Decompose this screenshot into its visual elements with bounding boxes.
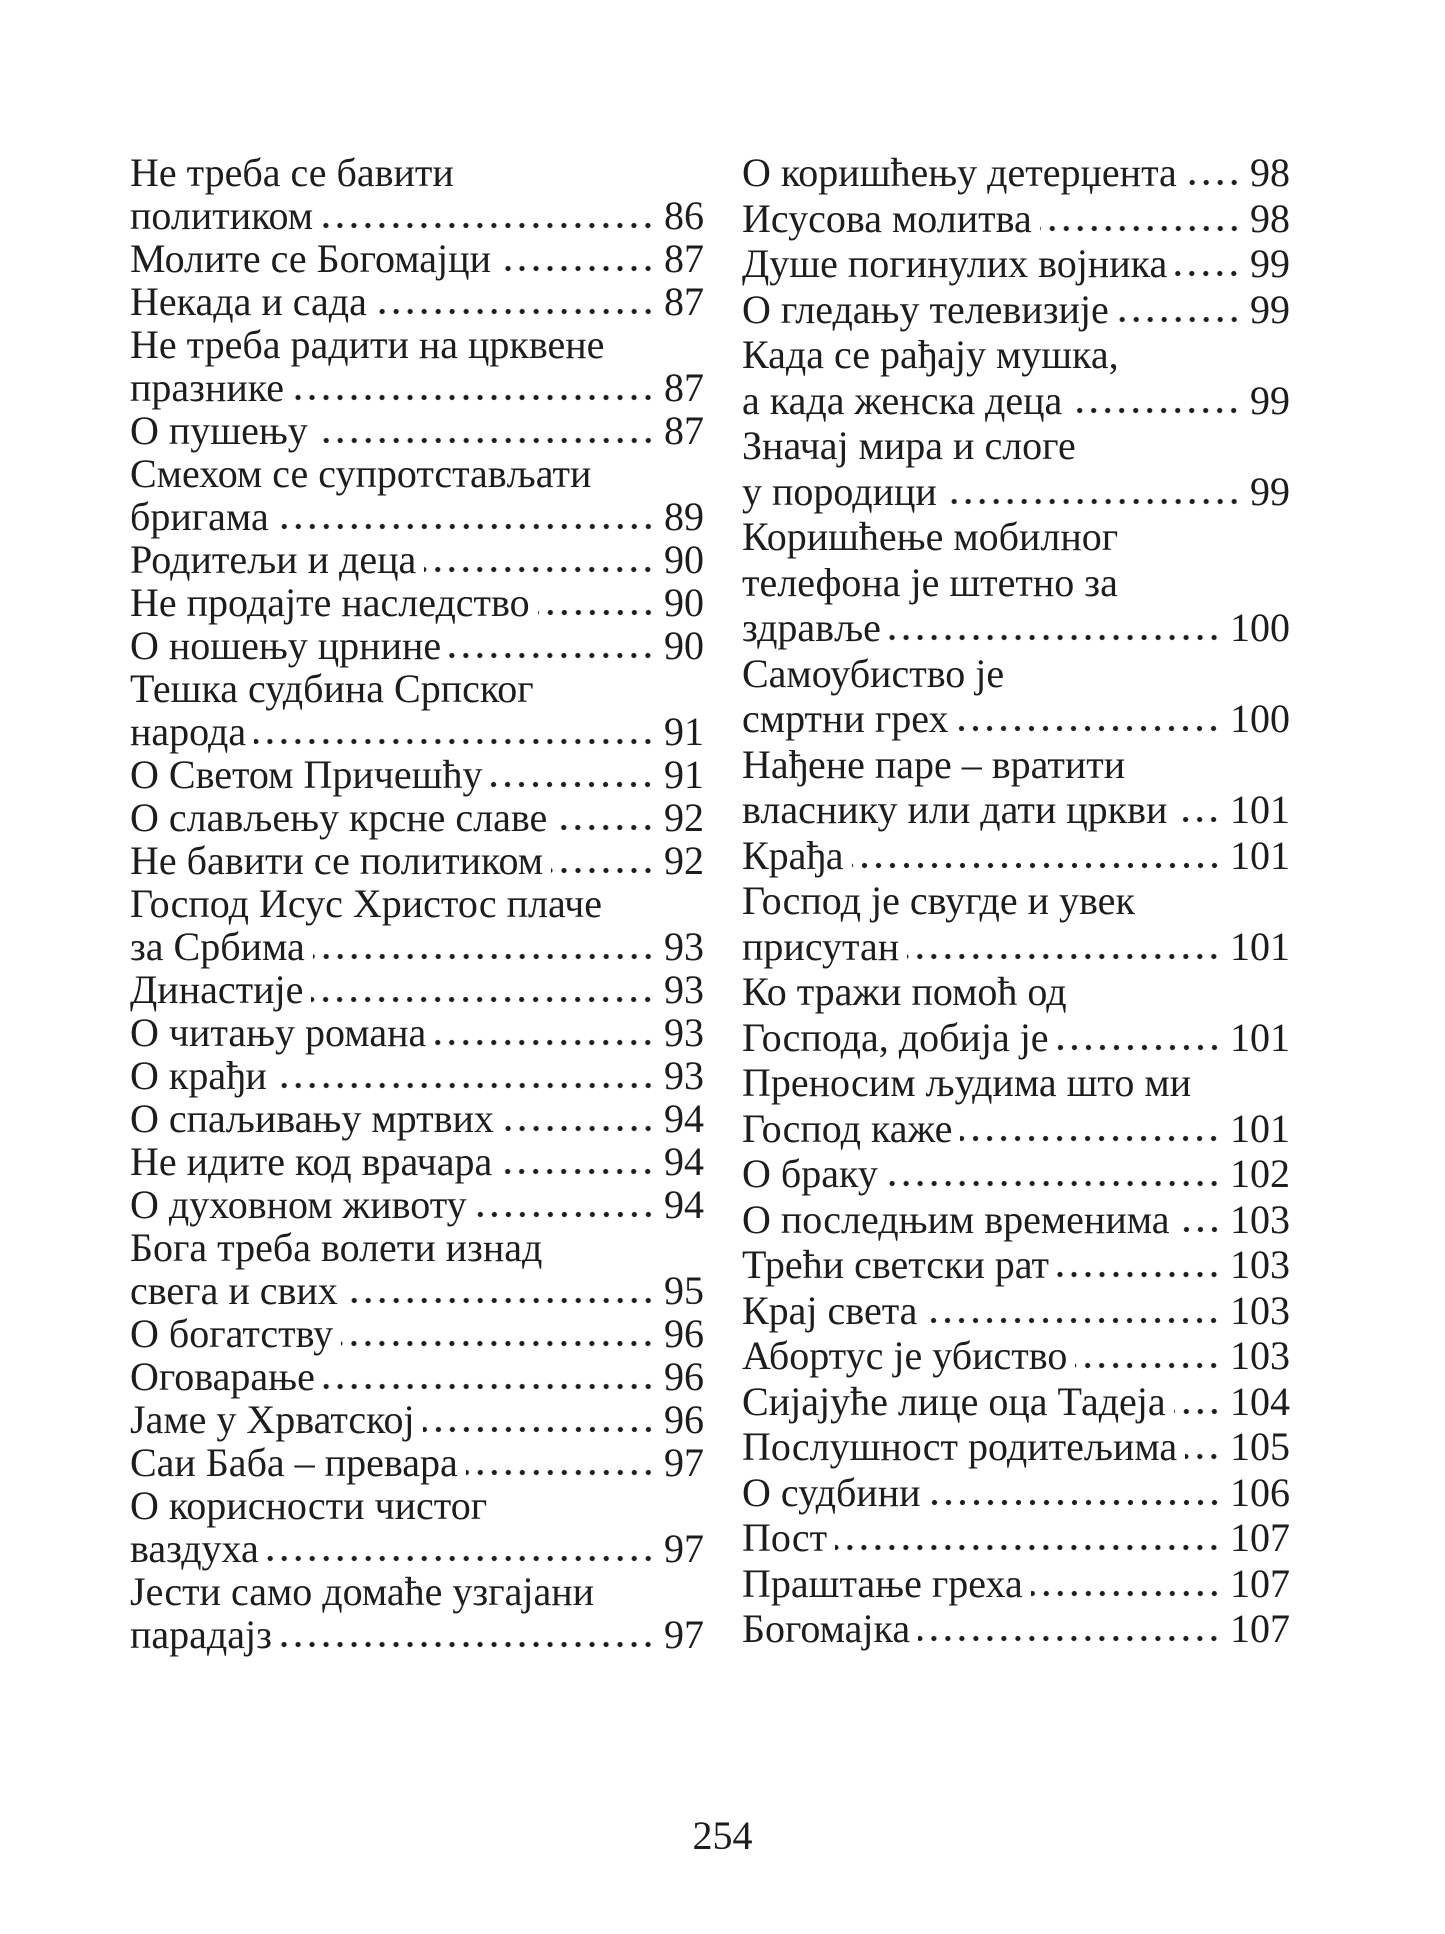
toc-entry-text: парадајз <box>130 1612 272 1657</box>
toc-entry-text: Крај света <box>742 1287 918 1333</box>
toc-entry-text: Саи Баба – превара <box>130 1440 458 1485</box>
dot-leader <box>925 1317 1221 1324</box>
toc-entry <box>742 741 1290 832</box>
page-ref: 102 <box>1230 1151 1290 1196</box>
toc-line <box>742 1014 1290 1060</box>
toc-entry-text: Трећи светски рат <box>742 1242 1049 1287</box>
page-ref: 97 <box>664 1440 704 1485</box>
toc-entry-text: Душе погинулих војника <box>742 241 1168 286</box>
toc-entry <box>130 278 704 324</box>
toc-entry-text: Господа, добија је <box>742 1014 1049 1060</box>
dot-leader <box>490 781 655 788</box>
toc-entry-text: Исусова молитва <box>742 195 1032 241</box>
dot-leader <box>1040 225 1241 232</box>
toc-entry <box>130 1310 704 1356</box>
toc-entry-text: О гледању телевизије <box>742 286 1109 332</box>
toc-column-right <box>742 149 1290 1651</box>
toc-column-left <box>130 149 704 1657</box>
page-ref: 101 <box>1230 1105 1290 1151</box>
page-ref: 97 <box>664 1612 704 1657</box>
page-ref: 107 <box>1230 1515 1290 1560</box>
page-ref: 101 <box>1230 832 1290 878</box>
toc-entry-text: О ношењу црнине <box>130 623 442 668</box>
dot-leader <box>1175 816 1221 823</box>
toc-entry <box>130 1396 704 1442</box>
dot-leader <box>254 738 655 745</box>
dot-leader <box>1117 316 1241 323</box>
toc-entry-text: Тешка судбина Српског <box>130 666 534 711</box>
toc-entry-text: О последњим временима <box>742 1196 1170 1242</box>
dot-leader <box>502 1125 655 1132</box>
page-ref: 99 <box>1250 286 1290 332</box>
toc-entry <box>130 1138 704 1184</box>
toc-line <box>130 880 704 926</box>
page-ref: 90 <box>664 537 704 582</box>
toc-line <box>742 1514 1290 1560</box>
page-number: 254 <box>692 1813 753 1858</box>
toc-entry-text: О богатству <box>130 1311 334 1356</box>
toc-entry-text: политиком <box>130 193 314 238</box>
dot-leader <box>275 1082 655 1089</box>
toc-entry <box>130 1353 704 1399</box>
toc-line <box>742 1378 1290 1424</box>
dot-leader <box>1185 1453 1221 1460</box>
toc-entry <box>742 286 1290 332</box>
toc-line <box>742 468 1290 514</box>
toc-entry <box>742 832 1290 878</box>
toc-entry <box>742 1150 1290 1196</box>
toc-line <box>742 149 1290 195</box>
toc-line <box>130 536 704 582</box>
dot-leader <box>1057 1271 1221 1278</box>
toc-line <box>742 240 1290 286</box>
page-ref: 89 <box>664 494 704 539</box>
dot-leader <box>500 1168 655 1175</box>
toc-entry <box>742 877 1290 968</box>
dot-leader <box>1185 179 1241 186</box>
toc-entry-text: Родитељи и деца <box>130 537 417 582</box>
toc-entry <box>130 407 704 453</box>
toc-line <box>130 1396 704 1442</box>
toc-line <box>130 1052 704 1098</box>
toc-line <box>742 377 1290 423</box>
dot-leader <box>1070 407 1241 414</box>
toc-entry-text: Ко тражи помоћ од <box>742 969 1067 1014</box>
toc-line <box>742 1560 1290 1606</box>
toc-entry <box>742 1241 1290 1287</box>
dot-leader <box>292 394 655 401</box>
toc-line <box>742 1059 1290 1105</box>
toc-entry-text: Не бавити се политиком <box>130 838 544 883</box>
toc-line <box>130 1267 704 1313</box>
toc-entry <box>130 966 704 1012</box>
dot-leader <box>1175 270 1241 277</box>
toc-entry <box>742 513 1290 650</box>
toc-entry <box>130 1181 704 1227</box>
page-ref: 103 <box>1230 1287 1290 1333</box>
page-ref: 96 <box>664 1354 704 1399</box>
dot-leader <box>960 1135 1221 1142</box>
toc-entry <box>130 1095 704 1141</box>
toc-entry-text: Бога треба волети изнад <box>130 1225 543 1270</box>
toc-line <box>742 923 1290 969</box>
toc-line <box>130 1611 704 1657</box>
page-ref: 100 <box>1230 605 1290 650</box>
toc-line <box>742 331 1290 377</box>
toc-line <box>742 786 1290 832</box>
page-ref: 93 <box>664 1010 704 1055</box>
page-ref: 87 <box>664 236 704 281</box>
toc-entry <box>742 968 1290 1059</box>
page-ref: 104 <box>1230 1378 1290 1424</box>
page-ref: 86 <box>664 193 704 238</box>
toc-line <box>742 286 1290 332</box>
toc-entry <box>742 1196 1290 1242</box>
dot-leader <box>375 308 655 315</box>
toc-entry <box>742 149 1290 195</box>
toc-line <box>130 364 704 410</box>
toc-line <box>130 923 704 969</box>
page-ref: 97 <box>664 1526 704 1571</box>
page-ref: 95 <box>664 1268 704 1313</box>
dot-leader <box>852 862 1221 869</box>
page-ref: 96 <box>664 1397 704 1442</box>
toc-line <box>742 1196 1290 1242</box>
toc-line <box>130 192 704 238</box>
toc-entry <box>742 650 1290 741</box>
toc-entry-text: Самоубиство је <box>742 650 1005 696</box>
dot-leader <box>311 996 655 1003</box>
toc-entry <box>742 422 1290 513</box>
page-ref: 90 <box>664 580 704 625</box>
toc-line <box>130 1310 704 1356</box>
toc-line <box>130 407 704 453</box>
toc-entry-text: Не продајте наследство <box>130 580 530 625</box>
toc-line <box>742 1332 1290 1378</box>
dot-leader <box>835 1544 1221 1551</box>
toc-entry-text: Послушност родитељима <box>742 1424 1178 1469</box>
dot-leader <box>1075 1362 1221 1369</box>
page-ref: 101 <box>1230 787 1290 832</box>
toc-entry-text: Преносим људима што ми <box>742 1060 1192 1105</box>
page-ref: 103 <box>1230 1242 1290 1287</box>
toc-line <box>742 559 1290 605</box>
toc-entry-text: власнику или дати цркви <box>742 787 1168 832</box>
page-ref: 94 <box>664 1182 704 1227</box>
dot-leader <box>321 222 655 229</box>
dot-leader <box>945 498 1241 505</box>
page-ref: 91 <box>664 709 704 754</box>
toc-line <box>130 1009 704 1055</box>
dot-leader <box>423 1426 655 1433</box>
toc-entry <box>742 331 1290 422</box>
page-ref: 92 <box>664 795 704 840</box>
toc-entry <box>130 1482 704 1571</box>
page-ref: 93 <box>664 924 704 969</box>
toc-line <box>742 650 1290 696</box>
toc-line <box>742 1150 1290 1196</box>
toc-line <box>130 149 704 195</box>
dot-leader <box>277 523 655 530</box>
toc-entry-text: Коришћење мобилног <box>742 514 1119 559</box>
page-ref: 101 <box>1230 923 1290 969</box>
toc-line <box>130 278 704 324</box>
toc-entry-text: Некада и сада <box>130 279 367 324</box>
toc-entry-text: О духовном животу <box>130 1182 467 1227</box>
page-ref: 93 <box>664 967 704 1012</box>
toc-entry <box>742 1287 1290 1333</box>
toc-entry <box>130 622 704 668</box>
dot-leader <box>1031 1590 1221 1597</box>
toc-entry-text: телефона је штетно за <box>742 559 1118 605</box>
toc-entry <box>130 149 704 238</box>
page-ref: 94 <box>664 1139 704 1184</box>
toc-line <box>130 1439 704 1485</box>
toc-entry-text: смртни грех <box>742 696 949 741</box>
page-ref: 99 <box>1250 241 1290 286</box>
toc-line <box>130 708 704 754</box>
toc-entry-text: здравље <box>742 605 881 650</box>
dot-leader <box>323 1383 655 1390</box>
toc-entry <box>130 880 704 969</box>
dot-leader <box>313 953 655 960</box>
page-ref: 98 <box>1250 150 1290 195</box>
toc-entry-text: О Светом Причешћу <box>130 752 483 797</box>
toc-entry-text: Абортус је убиство <box>742 1333 1068 1378</box>
toc-line <box>130 966 704 1012</box>
toc-entry-text: присутан <box>742 923 900 969</box>
dot-leader <box>499 265 655 272</box>
toc-entry <box>742 1605 1290 1651</box>
toc-line <box>130 837 704 883</box>
toc-line <box>130 1525 704 1571</box>
toc-entry-text: О пушењу <box>130 408 308 453</box>
toc-entry-text: О коришћењу детерџента <box>742 150 1177 195</box>
toc-entry-text: Праштање греха <box>742 1560 1023 1606</box>
toc-entry <box>130 1568 704 1657</box>
toc-entry-text: О спаљивању мртвих <box>130 1096 494 1141</box>
toc-line <box>742 604 1290 650</box>
toc-entry <box>742 240 1290 286</box>
toc-line <box>130 321 704 367</box>
toc-entry-text: Династије <box>130 967 304 1012</box>
toc-entry-text: Пост <box>742 1515 828 1560</box>
toc-line <box>742 695 1290 741</box>
toc-line <box>742 513 1290 559</box>
toc-entry-text: Смехом се супротстављати <box>130 451 592 496</box>
toc-line <box>130 1224 704 1270</box>
toc-entry-text: народа <box>130 709 247 754</box>
dot-leader <box>555 824 655 831</box>
dot-leader <box>918 1635 1221 1642</box>
toc-entry <box>130 579 704 625</box>
dot-leader <box>1178 1226 1221 1233</box>
toc-entry-text: Молите се Богомајци <box>130 236 491 281</box>
toc-entry <box>130 536 704 582</box>
dot-leader <box>889 634 1221 641</box>
page-ref: 90 <box>664 623 704 668</box>
toc-entry <box>130 751 704 797</box>
toc-line <box>130 493 704 539</box>
toc-line <box>130 1568 704 1614</box>
dot-leader <box>1057 1044 1221 1051</box>
page-ref: 87 <box>664 279 704 324</box>
toc-entry-text: Нађене паре – вратити <box>742 741 1126 787</box>
toc-entry-text: О браку <box>742 1151 878 1196</box>
toc-line <box>742 741 1290 787</box>
toc-entry-text: О корисности чистог <box>130 1483 488 1528</box>
toc-line <box>742 1105 1290 1151</box>
toc-entry-text: свега и свих <box>130 1268 338 1313</box>
toc-line <box>130 622 704 668</box>
toc-entry-text: Сијајуће лице оца Тадеја <box>742 1378 1166 1424</box>
page-ref: 103 <box>1230 1333 1290 1378</box>
dot-leader <box>341 1340 655 1347</box>
dot-leader <box>475 1211 655 1218</box>
toc-entry-text: у породици <box>742 468 937 514</box>
toc-entry-text: бригама <box>130 494 269 539</box>
toc-line <box>130 665 704 711</box>
toc-entry <box>742 1469 1290 1515</box>
toc-line <box>130 1353 704 1399</box>
toc-entry-text: О крађи <box>130 1053 267 1098</box>
dot-leader <box>466 1469 655 1476</box>
toc-entry <box>130 794 704 840</box>
toc-line <box>130 794 704 840</box>
toc-line <box>742 877 1290 923</box>
toc-entry <box>130 665 704 754</box>
page-ref: 96 <box>664 1311 704 1356</box>
toc-entry-text: а када женска деца <box>742 377 1063 423</box>
toc-entry-text: О слављењу крсне славе <box>130 795 548 840</box>
toc-entry <box>742 1514 1290 1560</box>
page-ref: 94 <box>664 1096 704 1141</box>
page-ref: 99 <box>1250 468 1290 514</box>
page-ref: 92 <box>664 838 704 883</box>
page-ref: 98 <box>1250 195 1290 241</box>
dot-leader <box>346 1297 655 1304</box>
toc-entry <box>130 450 704 539</box>
dot-leader <box>449 652 655 659</box>
toc-entry-text: Јести само домаће узгајани <box>130 1569 595 1614</box>
toc-entry <box>742 1423 1290 1469</box>
toc-line <box>130 1138 704 1184</box>
toc-line <box>742 1423 1290 1469</box>
toc-line <box>742 195 1290 241</box>
toc-line <box>130 751 704 797</box>
page-ref: 87 <box>664 365 704 410</box>
toc-entry <box>130 837 704 883</box>
dot-leader <box>886 1180 1221 1187</box>
toc-entry-text: Значај мира и слоге <box>742 423 1076 468</box>
toc-entry-text: празнике <box>130 365 284 410</box>
toc-line <box>742 1241 1290 1287</box>
page-ref: 93 <box>664 1053 704 1098</box>
page-ref: 103 <box>1230 1196 1290 1242</box>
toc-entry-text: ваздуха <box>130 1526 259 1571</box>
dot-leader <box>316 437 655 444</box>
dot-leader <box>267 1555 655 1562</box>
toc-line <box>742 968 1290 1014</box>
toc-entry <box>742 195 1290 241</box>
toc-line <box>130 450 704 496</box>
dot-leader <box>551 867 655 874</box>
toc-entry-text: О судбини <box>742 1469 921 1515</box>
toc-line <box>130 579 704 625</box>
dot-leader <box>280 1641 655 1648</box>
page-ref: 106 <box>1230 1469 1290 1515</box>
toc-line <box>130 1482 704 1528</box>
page-ref: 107 <box>1230 1606 1290 1651</box>
toc-entry-text: Оговарање <box>130 1354 315 1399</box>
toc-line <box>742 1287 1290 1333</box>
toc-entry-text: Када се рађају мушка, <box>742 332 1119 377</box>
toc-line <box>742 1469 1290 1515</box>
dot-leader <box>907 953 1221 960</box>
toc-entry-text: Богомајка <box>742 1606 911 1651</box>
dot-leader <box>538 609 655 616</box>
dot-leader <box>929 1499 1221 1506</box>
toc-entry <box>130 1052 704 1098</box>
toc-entry-text: О читању романа <box>130 1010 427 1055</box>
page-ref: 107 <box>1230 1560 1290 1606</box>
toc-line <box>742 1605 1290 1651</box>
toc-entry-text: Господ Исус Христос плаче <box>130 881 602 926</box>
toc-entry-text: Господ каже <box>742 1105 953 1151</box>
toc-entry-text: Не треба радити на црквене <box>130 322 605 367</box>
toc-entry <box>742 1378 1290 1424</box>
page-ref: 101 <box>1230 1014 1290 1060</box>
page-ref: 87 <box>664 408 704 453</box>
dot-leader <box>956 725 1221 732</box>
toc-entry-text: Крађа <box>742 832 844 878</box>
toc-entry-text: Господ је свугде и увек <box>742 878 1135 923</box>
toc-entry <box>742 1332 1290 1378</box>
toc-entry-text: Не треба се бавити <box>130 150 454 195</box>
toc-line <box>742 422 1290 468</box>
dot-leader <box>1174 1408 1221 1415</box>
page-ref: 100 <box>1230 696 1290 741</box>
toc-entry <box>130 1009 704 1055</box>
toc-line <box>130 235 704 281</box>
page-ref: 105 <box>1230 1424 1290 1469</box>
toc-line <box>130 1181 704 1227</box>
toc-entry <box>742 1560 1290 1606</box>
toc-entry <box>742 1059 1290 1150</box>
toc-entry-text: Јаме у Хрватској <box>130 1397 415 1442</box>
page-ref: 99 <box>1250 377 1290 423</box>
toc-entry <box>130 1439 704 1485</box>
dot-leader <box>424 566 655 573</box>
page-ref: 91 <box>664 752 704 797</box>
toc-entry <box>130 1224 704 1313</box>
toc-entry-text: Не идите код врачара <box>130 1139 493 1184</box>
toc-entry <box>130 321 704 410</box>
toc-entry-text: за Србима <box>130 924 305 969</box>
toc-line <box>130 1095 704 1141</box>
toc-entry <box>130 235 704 281</box>
dot-leader <box>434 1039 655 1046</box>
toc-line <box>742 832 1290 878</box>
